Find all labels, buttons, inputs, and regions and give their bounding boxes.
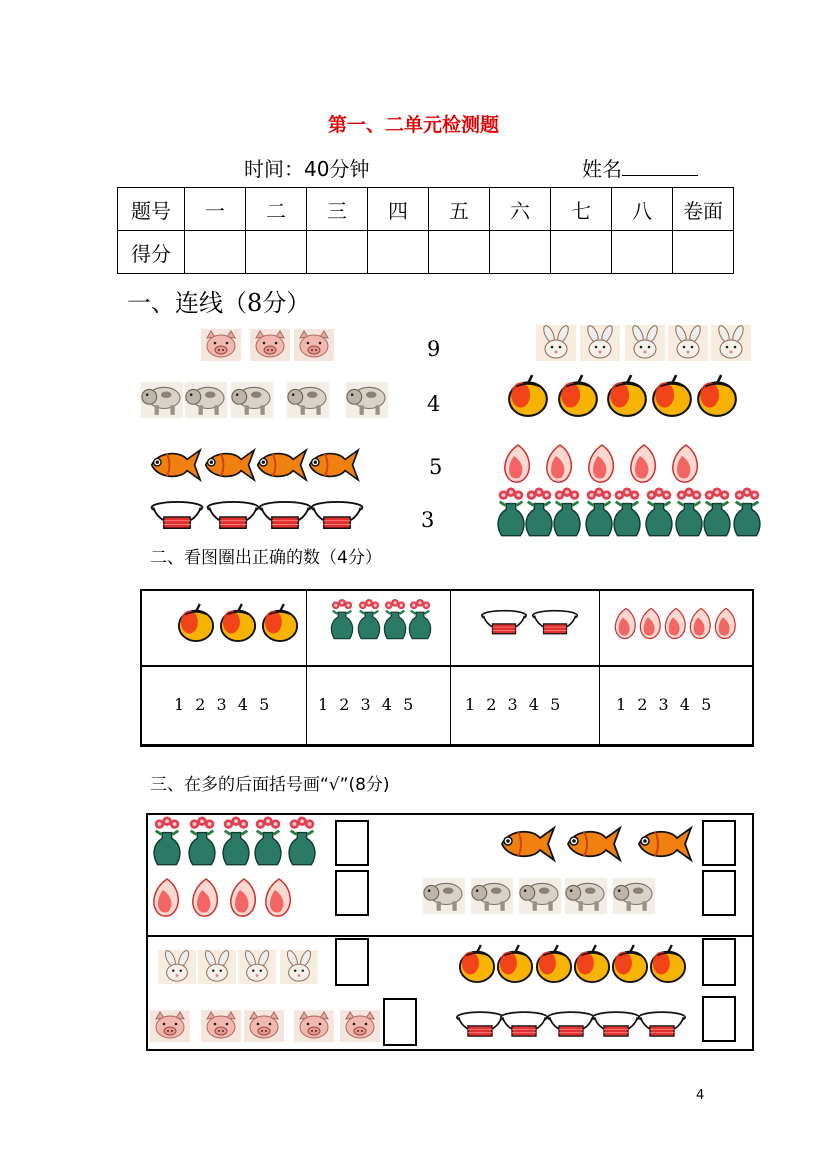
answer-box[interactable] <box>702 938 736 986</box>
bowl-icon <box>457 1012 503 1036</box>
cow-icon <box>519 878 561 914</box>
number-options[interactable]: 1 2 3 4 5 <box>616 695 715 714</box>
apple-icon <box>651 945 685 982</box>
apple-icon <box>460 945 494 982</box>
score-cell: 四 <box>368 188 429 231</box>
answer-box[interactable] <box>383 998 417 1046</box>
bowl-icon <box>501 1012 547 1036</box>
rabbit-icon <box>198 949 236 984</box>
cow-icon <box>613 878 655 914</box>
time-label: 时间：40分钟 <box>244 157 370 181</box>
section1-title: 一、连线（8分） <box>127 289 311 317</box>
score-cell: 三 <box>307 188 368 231</box>
pig-icon <box>340 1010 380 1042</box>
peach-icon <box>231 879 255 916</box>
peach-icon <box>193 879 217 916</box>
cow-icon <box>471 878 513 914</box>
section3-title: 三、在多的后面括号画“√”(8分) <box>150 775 390 795</box>
cow-icon <box>565 878 607 914</box>
bowl-icon <box>593 1012 639 1036</box>
rabbit-icon <box>158 949 196 984</box>
vase-icon <box>154 817 180 865</box>
answer-box[interactable] <box>335 870 369 916</box>
peach-icon <box>154 879 178 916</box>
apple-icon <box>575 945 609 982</box>
name-label: 姓名 <box>582 157 622 181</box>
apple-icon <box>498 945 532 982</box>
vase-icon <box>189 817 215 865</box>
number-options[interactable]: 1 2 3 4 5 <box>465 695 564 714</box>
score-cell: 二 <box>246 188 307 231</box>
rabbit-icon <box>280 949 318 984</box>
fish-icon <box>502 828 554 860</box>
peach-icon <box>266 879 290 916</box>
bowl-icon <box>548 1012 594 1036</box>
pig-icon <box>294 1010 334 1042</box>
pig-icon <box>150 1010 190 1042</box>
answer-box[interactable] <box>335 938 369 986</box>
apple-icon <box>537 945 571 982</box>
score-cell: 一 <box>185 188 246 231</box>
pig-icon <box>201 1010 241 1042</box>
page-title: 第一、二单元检测题 <box>327 114 499 136</box>
number-options[interactable]: 1 2 3 4 5 <box>174 695 273 714</box>
match-number[interactable]: 5 <box>429 455 443 479</box>
rabbit-icon <box>238 949 276 984</box>
score-cell: 七 <box>551 188 612 231</box>
page-number: 4 <box>696 1088 705 1103</box>
match-number[interactable]: 4 <box>427 392 441 416</box>
vase-icon <box>255 817 281 865</box>
number-options[interactable]: 1 2 3 4 5 <box>318 695 417 714</box>
pig-icon <box>244 1010 284 1042</box>
vase-icon <box>223 817 249 865</box>
score-cell: 八 <box>612 188 673 231</box>
answer-box[interactable] <box>702 996 736 1042</box>
answer-box[interactable] <box>335 820 369 866</box>
score-cell: 五 <box>429 188 490 231</box>
score-cell: 六 <box>490 188 551 231</box>
answer-box[interactable] <box>702 870 736 916</box>
score-row-label: 得分 <box>118 231 185 274</box>
answer-box[interactable] <box>702 820 736 866</box>
match-number[interactable]: 9 <box>427 337 441 361</box>
match-number[interactable]: 3 <box>421 508 435 532</box>
vase-icon <box>289 817 315 865</box>
bowl-icon <box>639 1012 685 1036</box>
fish-icon <box>639 828 691 860</box>
section2-title: 二、看图圈出正确的数（4分） <box>150 548 382 568</box>
score-cell: 题号 <box>118 188 185 231</box>
apple-icon <box>613 945 647 982</box>
fish-icon <box>568 828 620 860</box>
cow-icon <box>423 878 465 914</box>
score-cell: 卷面 <box>673 188 734 231</box>
